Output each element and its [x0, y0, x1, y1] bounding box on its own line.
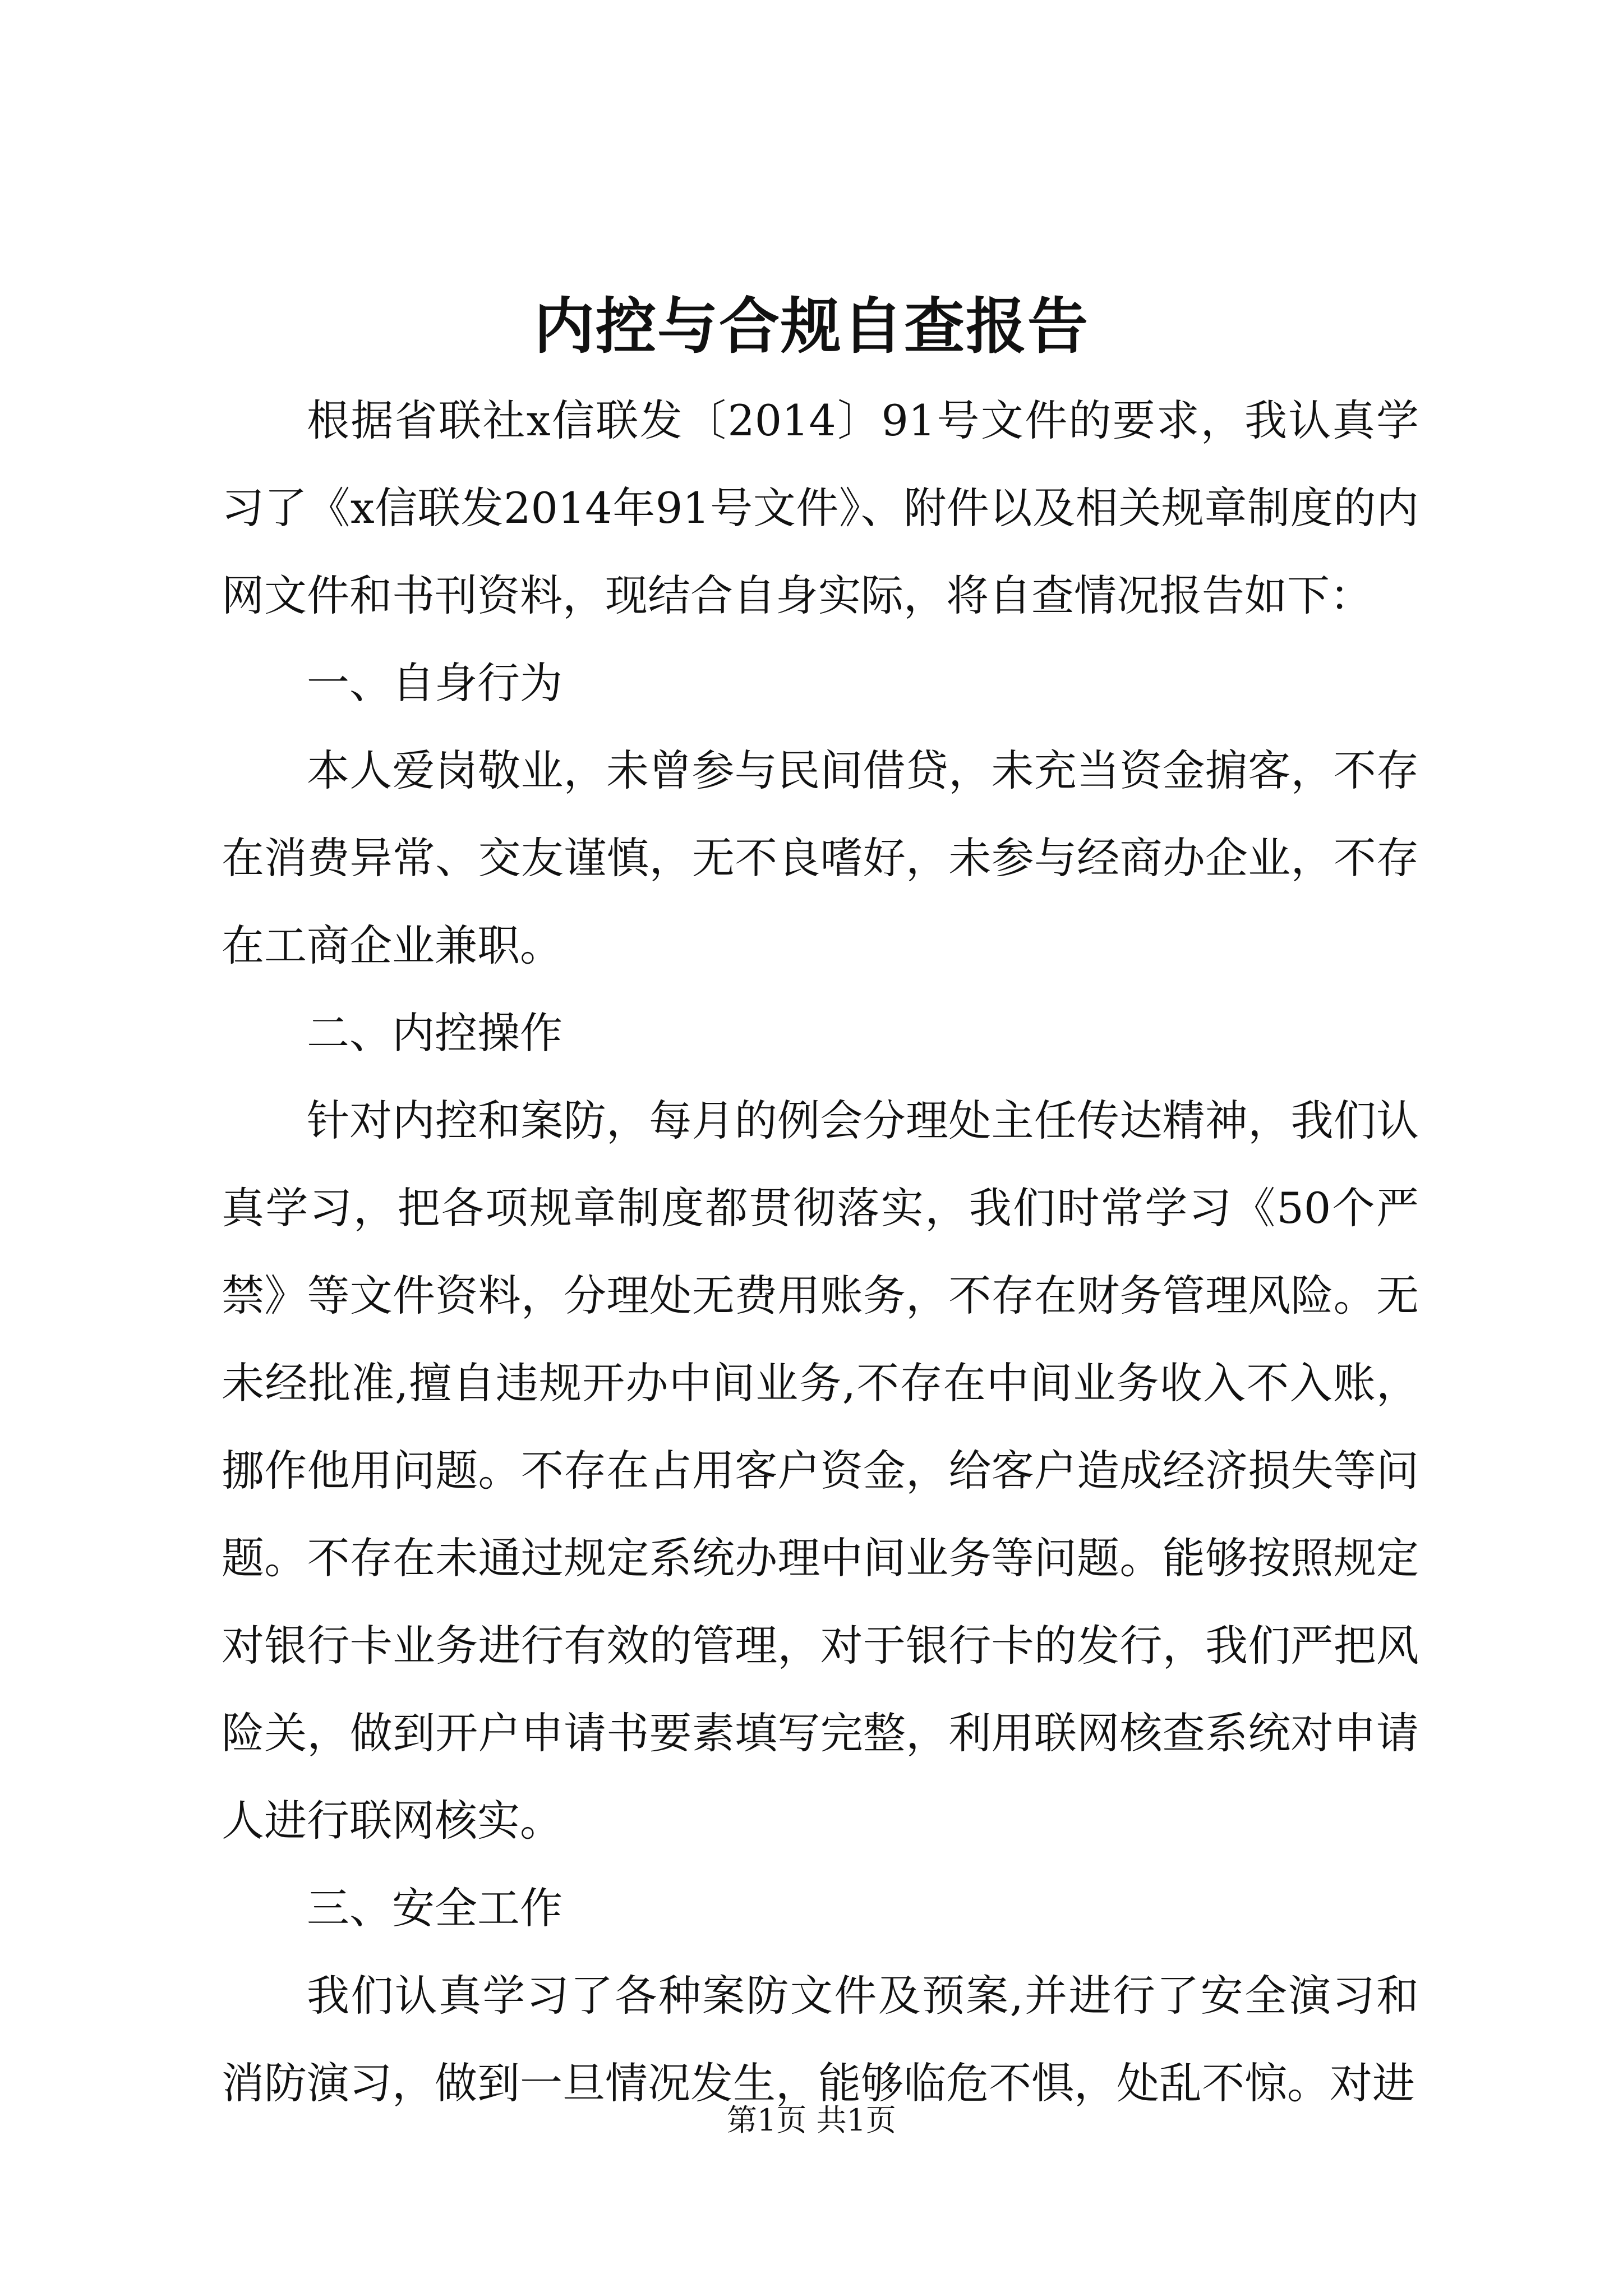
- document-body: [222, 377, 1419, 2127]
- section-heading-self-conduct: 一、自身行为: [307, 658, 562, 708]
- safety-work-paragraph: 我们认真学习了各种案防文件及预案,并进行了安全演习和消防演习，做到一旦情况发生，能够临危不惧，处乱不惊。对进: [222, 1971, 1419, 2108]
- section-heading-internal-control: 二、内控操作: [307, 1008, 562, 1058]
- internal-control-paragraph: 针对内控和案防，每月的例会分理处主任传达精神，我们认真学习，把各项规章制度都贯彻落实，我们时常学习《50个严禁》等文件资料，分理处无费用账务，不存在财务管理风险。无未经批准,擅自违规开办中间业务,不存在中间业务收入不入账，挪作他用问题。不存在占用客户资金，给客户造成经济损失等问题。不存在未通过规定系统办理中间业务等问题。能够按照规定对银行卡业务进行有效的管理，对于银行卡的发行，我们严把风险关，做到开户申请书要素填写完整，利用联网核查系统对申请人进行联网核实。: [222, 1096, 1419, 1846]
- intro-paragraph: 根据省联社x信联发〔2014〕91号文件的要求，我认真学习了《x信联发2014年91号文件》、附件以及相关规章制度的内网文件和书刊资料，现结合自身实际，将自查情况报告如下：: [222, 395, 1419, 620]
- self-conduct-paragraph: 本人爱岗敬业，未曾参与民间借贷，未充当资金掮客，不存在消费异常、交友谨慎，无不良嗜好，未参与经商办企业，不存在工商企业兼职。: [222, 746, 1419, 970]
- section-heading-safety-work: 三、安全工作: [307, 1883, 562, 1933]
- page-number-footer: 第1页 共1页: [727, 2102, 896, 2138]
- document-title: 内控与合规自查报告: [533, 291, 1089, 362]
